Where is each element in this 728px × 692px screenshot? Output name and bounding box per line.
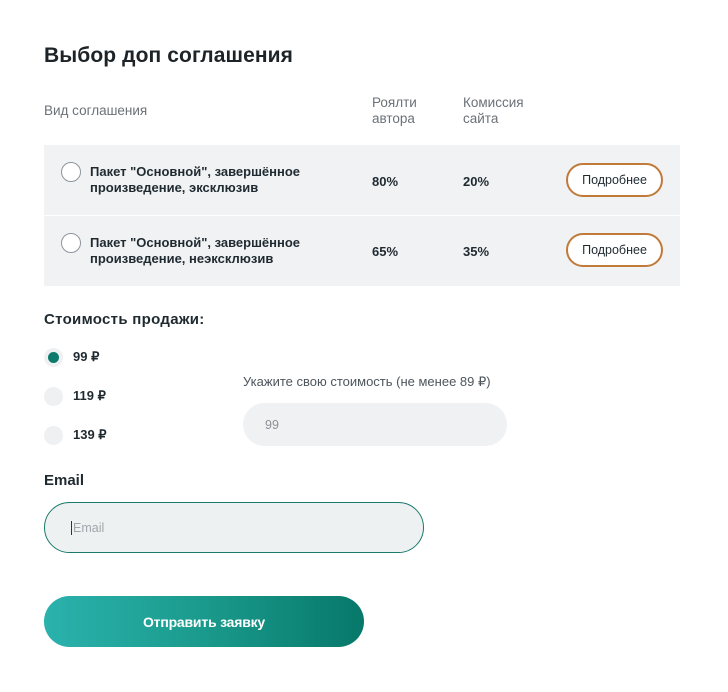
price-section-title: Стоимость продажи:	[44, 311, 205, 328]
commission-value: 20%	[463, 174, 490, 189]
price-option-label: 119 ₽	[73, 388, 106, 403]
agreement-radio[interactable]	[61, 233, 81, 253]
email-field[interactable]	[44, 502, 424, 553]
agreement-row[interactable]	[44, 145, 680, 215]
price-radio[interactable]	[44, 426, 63, 445]
details-button[interactable]: Подробнее	[566, 163, 663, 197]
details-button[interactable]: Подробнее	[566, 233, 663, 267]
page-title: Выбор доп соглашения	[44, 44, 294, 67]
text-caret	[71, 521, 72, 535]
column-header-type: Вид соглашения	[44, 103, 148, 118]
email-label: Email	[44, 472, 85, 489]
custom-price-input[interactable]	[243, 403, 507, 446]
custom-price-placeholder: 99	[265, 417, 279, 432]
agreement-row[interactable]	[44, 216, 680, 286]
price-option-99[interactable]	[44, 347, 99, 367]
submit-button[interactable]: Отправить заявку	[44, 596, 364, 647]
commission-value: 35%	[463, 244, 490, 259]
agreement-label: Пакет "Основной", завершённое произведение, неэксклюзив	[90, 235, 301, 266]
royalty-value: 65%	[372, 244, 399, 259]
agreement-label: Пакет "Основной", завершённое произведение, эксклюзив	[90, 164, 301, 195]
column-header-commission: Комиссия сайта	[463, 95, 524, 126]
email-placeholder: Email	[73, 520, 105, 535]
custom-price-label: Укажите свою стоимость (не менее 89 ₽)	[243, 374, 491, 389]
price-radio-selected[interactable]	[44, 348, 63, 367]
price-radio[interactable]	[44, 387, 63, 406]
price-option-119[interactable]	[44, 386, 106, 406]
royalty-value: 80%	[372, 174, 399, 189]
agreement-radio[interactable]	[61, 162, 81, 182]
column-header-royalty: Роялти автора	[372, 95, 417, 126]
price-option-label: 139 ₽	[73, 427, 107, 442]
price-option-139[interactable]	[44, 425, 107, 445]
price-option-label: 99 ₽	[73, 349, 100, 364]
